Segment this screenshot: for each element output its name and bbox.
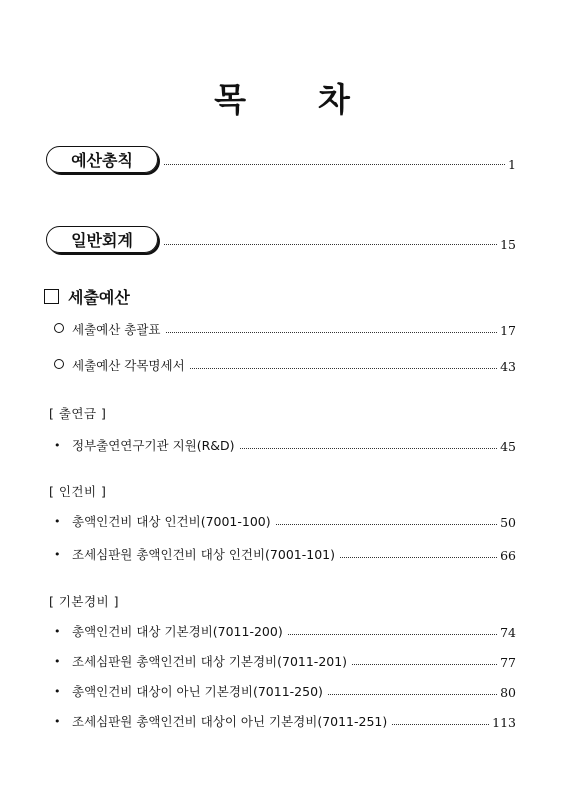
dot-leader [190,368,497,369]
entry-label: 세출예산 각목명세서 [72,358,185,373]
page-number: 45 [500,438,516,454]
toc-entry[interactable] [54,320,516,338]
toc-entry[interactable] [54,356,516,374]
title-char-right: 차 [318,80,350,119]
dot-leader [340,557,497,558]
toc-entry[interactable] [54,545,516,563]
dot-leader [166,332,498,333]
page-title [0,74,564,121]
dot-bullet-icon: • [54,654,61,668]
page-number: 80 [500,684,516,700]
toc-entry-general-account[interactable] [46,224,516,254]
toc-entry[interactable] [54,622,516,640]
entry-label: 조세심판원 총액인건비 대상 기본경비(7011-201) [72,654,348,669]
entry-label: 총액인건비 대상이 아닌 기본경비(7011-250) [72,684,323,699]
toc-entry[interactable] [54,652,516,670]
dot-leader [328,694,497,695]
dot-bullet-icon: • [54,438,61,452]
circle-bullet-icon [54,359,64,369]
toc-entry-budget-general-rules[interactable] [46,144,516,174]
page-number: 17 [500,322,516,338]
section-label: 세출예산 [68,288,130,307]
dot-bullet-icon: • [54,624,61,638]
page-number: 113 [492,714,516,730]
page-number: 50 [500,514,516,530]
page-number: 43 [500,358,516,374]
tab-label: 일반회계 [46,226,158,253]
toc-entry[interactable] [54,682,516,700]
group-header: [ 출연금 ] [49,406,107,421]
dot-leader [352,664,497,665]
dot-leader [276,524,497,525]
tab-label: 예산총칙 [46,146,158,173]
dot-bullet-icon: • [54,547,61,561]
entry-label: 조세심판원 총액인건비 대상이 아닌 기본경비(7011-251) [72,714,388,729]
dot-bullet-icon: • [54,714,61,728]
page-number: 74 [500,624,516,640]
entry-label: 정부출연연구기관 지원(R&D) [72,438,235,453]
entry-label: 세출예산 총괄표 [72,322,161,337]
page-number: 1 [508,156,516,172]
dot-bullet-icon: • [54,684,61,698]
page-number: 77 [500,654,516,670]
dot-leader [392,724,489,725]
square-bullet-icon [44,289,59,304]
entry-label: 총액인건비 대상 기본경비(7011-200) [72,624,283,639]
dot-leader [240,448,498,449]
title-char-left: 목 [214,80,246,119]
group-header: [ 인건비 ] [49,484,107,499]
dot-leader [164,164,505,165]
page-number: 66 [500,547,516,563]
toc-entry[interactable] [54,436,516,454]
entry-label: 조세심판원 총액인건비 대상 인건비(7001-101) [72,547,335,562]
dot-leader [164,244,497,245]
dot-leader [288,634,497,635]
toc-entry[interactable] [54,712,516,730]
entry-label: 총액인건비 대상 인건비(7001-100) [72,514,271,529]
circle-bullet-icon [54,323,64,333]
dot-bullet-icon: • [54,514,61,528]
toc-entry[interactable] [54,512,516,530]
section-heading [44,285,130,308]
group-header: [ 기본경비 ] [49,594,120,609]
page-number: 15 [500,236,516,252]
